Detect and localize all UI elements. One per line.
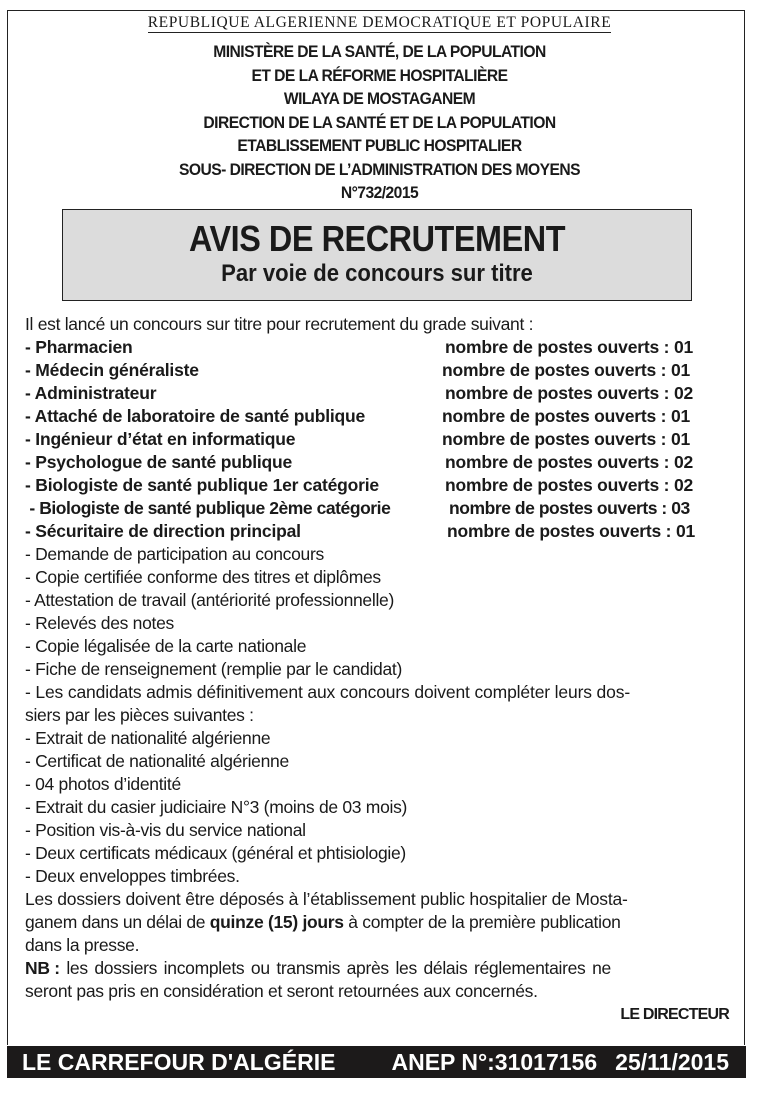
grade-posts: nombre de postes ouverts : 01 — [445, 337, 694, 357]
deposit-text: ganem dans un délai de — [25, 912, 210, 932]
nb-text: les dossiers incomplets ou transmis après les délais réglementaires ne — [59, 958, 611, 978]
additional-document-item: - 04 photos d’identité — [25, 774, 181, 794]
intro-text: Il est lancé un concours sur titre pour recrutement du grade suivant : — [25, 314, 534, 334]
deposit-line: Les dossiers doivent être déposés à l’établissement public hospitalier de Mosta- — [25, 889, 628, 909]
grade-row — [25, 359, 729, 382]
republic-heading — [0, 14, 759, 32]
additional-document-item: - Extrait de nationalité algérienne — [25, 728, 271, 748]
additional-document-item: - Deux certificats médicaux (général et phtisiologie) — [25, 843, 406, 863]
additional-document-item: - Position vis-à-vis du service national — [25, 820, 306, 840]
nb-label: NB : — [25, 958, 60, 978]
additional-document-item: - Deux enveloppes timbrées. — [25, 866, 240, 886]
deposit-paragraph — [25, 888, 729, 957]
grade-name: - Pharmacien — [25, 337, 133, 357]
grade-name: - Administrateur — [25, 383, 157, 403]
grade-row — [25, 428, 729, 451]
admitted-note-cont: siers par les pièces suivantes : — [25, 705, 254, 725]
header-line: ETABLISSEMENT PUBLIC HOSPITALIER — [237, 136, 522, 155]
grade-name: - Ingénieur d’état en informatique — [25, 429, 296, 449]
header-line: WILAYA DE MOSTAGANEM — [283, 89, 476, 108]
header-line: DIRECTION DE LA SANTÉ ET DE LA POPULATION — [203, 112, 556, 132]
grade-name: - Médecin généraliste — [25, 360, 199, 380]
republic-text: REPUBLIQUE ALGERIENNE DEMOCRATIQUE ET POPULAIRE — [147, 14, 612, 31]
notice-subtitle: Par voie de concours sur titre — [221, 260, 533, 287]
grade-posts: nombre de postes ouverts : 02 — [445, 452, 694, 472]
header-line: MINISTÈRE DE LA SANTÉ, DE LA POPULATION — [213, 42, 546, 61]
document-item: - Fiche de renseignement (remplie par le candidat) — [25, 659, 402, 679]
grade-name: - Biologiste de santé publique 2ème catégorie — [25, 498, 391, 518]
institution-header — [30, 40, 728, 205]
document-item: - Copie légalisée de la carte nationale — [25, 636, 307, 656]
admitted-note: - Les candidats admis définitivement aux concours doivent compléter leurs dos- — [25, 682, 630, 702]
grade-name: - Sécuritaire de direction principal — [25, 521, 301, 541]
newspaper-name: LE CARREFOUR D'ALGÉRIE — [22, 1049, 336, 1075]
document-item: - Relevés des notes — [25, 613, 174, 633]
additional-documents-list — [25, 727, 729, 888]
grade-posts: nombre de postes ouverts : 01 — [442, 406, 691, 426]
grade-posts: nombre de postes ouverts : 01 — [442, 360, 691, 380]
grade-row — [25, 382, 729, 405]
document-item: - Attestation de travail (antériorité professionnelle) — [25, 590, 394, 610]
grade-row — [25, 497, 729, 520]
nb-paragraph — [25, 957, 729, 1003]
document-item: - Demande de participation au concours — [25, 544, 324, 564]
header-line: ET DE LA RÉFORME HOSPITALIÈRE — [251, 65, 508, 85]
grade-name: - Biologiste de santé publique 1er catégorie — [25, 475, 379, 495]
grade-row — [25, 336, 729, 359]
grade-name: - Attaché de laboratoire de santé publique — [25, 406, 366, 426]
additional-document-item: - Certificat de nationalité algérienne — [25, 751, 289, 771]
grade-row — [25, 474, 729, 497]
deposit-line: dans la presse. — [25, 935, 140, 955]
footer-band — [7, 1046, 746, 1078]
grade-row — [25, 405, 729, 428]
document-item: - Copie certifiée conforme des titres et diplômes — [25, 567, 381, 587]
notice-body — [25, 313, 729, 1026]
nb-line: seront pas pris en considération et seront retournées aux concernés. — [25, 981, 538, 1001]
reference-number: N°732/2015 — [340, 183, 419, 202]
grade-posts: nombre de postes ouverts : 03 — [449, 498, 690, 518]
grade-posts: nombre de postes ouverts : 02 — [445, 383, 694, 403]
grade-posts: nombre de postes ouverts : 01 — [447, 521, 696, 541]
grade-posts: nombre de postes ouverts : 01 — [442, 429, 691, 449]
notice-title: AVIS DE RECRUTEMENT — [188, 218, 566, 259]
grade-posts: nombre de postes ouverts : 02 — [445, 475, 694, 495]
title-box — [62, 209, 692, 301]
documents-list — [25, 543, 729, 681]
grade-row — [25, 451, 729, 474]
deposit-text: à compter de la première publication — [343, 912, 621, 932]
deposit-line — [25, 911, 729, 934]
grades-list — [25, 336, 729, 543]
additional-document-item: - Extrait du casier judiciaire N°3 (moins de 03 mois) — [25, 797, 408, 817]
signature: LE DIRECTEUR — [620, 1006, 729, 1023]
publication-date: 25/11/2015 — [615, 1049, 729, 1075]
grade-name: - Psychologue de santé publique — [25, 452, 293, 472]
anep-number: ANEP N°:31017156 — [391, 1049, 598, 1075]
footer-meta — [373, 1046, 729, 1078]
nb-line — [25, 957, 729, 980]
header-line: SOUS- DIRECTION DE L’ADMINISTRATION DES MOYENS — [179, 159, 580, 179]
deadline-emphasis: quinze (15) jours — [209, 912, 344, 932]
grade-row — [25, 520, 729, 543]
